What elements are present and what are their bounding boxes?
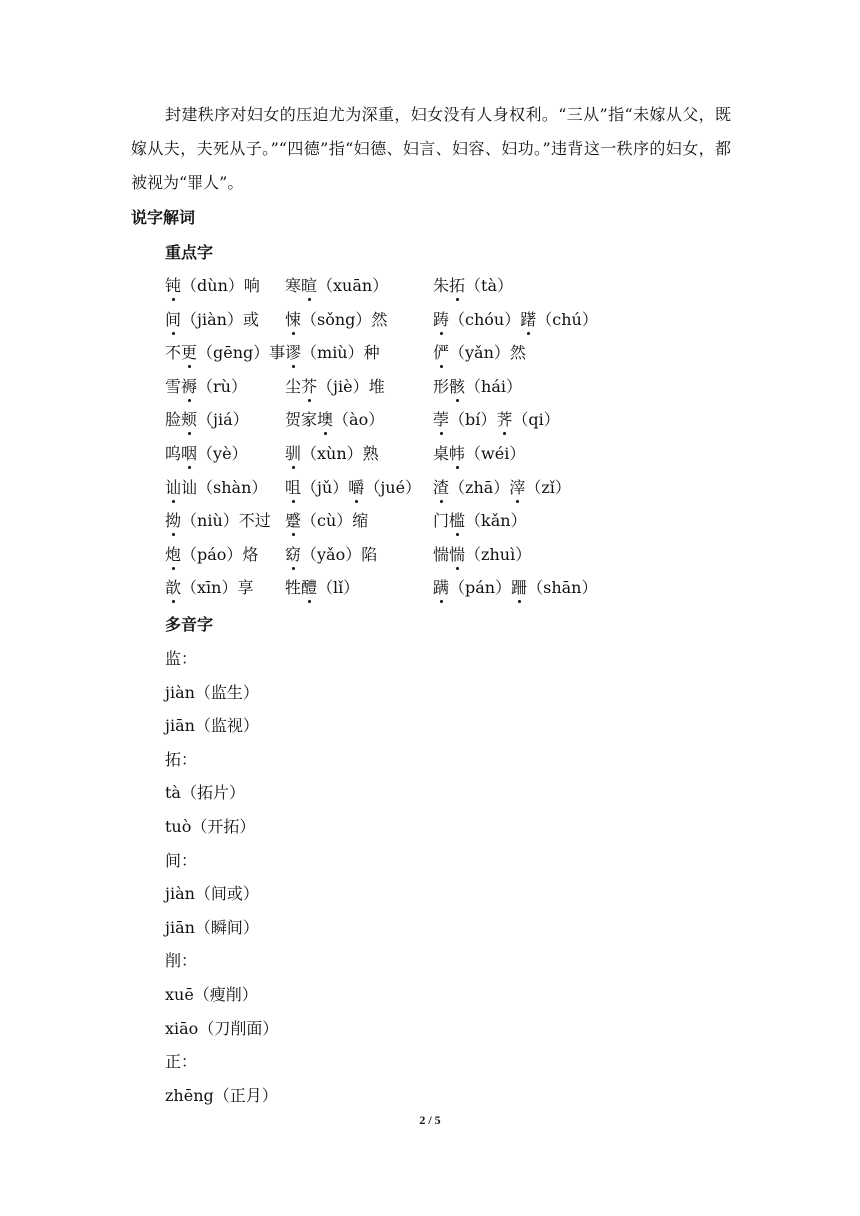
entry-pinyin: （kǎn） [465, 511, 527, 531]
entry-char: 讪 [181, 477, 198, 497]
emphasized-char: 跚 [511, 575, 527, 598]
emphasized-char: 芥 [301, 374, 317, 397]
entry-pinyin: （yǎn）然 [449, 343, 526, 363]
polyphonic-line: tà（拓片） [165, 783, 245, 803]
emphasized-char: 间 [165, 307, 181, 330]
entry-pinyin: （gēng）事 [197, 343, 286, 363]
entry-pinyin: （qi） [512, 410, 560, 430]
emphasized-char: 颊 [181, 407, 197, 430]
entry-pinyin: （pán） [449, 578, 512, 598]
emphasized-char: 墺 [317, 407, 333, 430]
emphasized-char: 踌 [433, 307, 449, 330]
key-char-entry [285, 508, 368, 531]
key-char-entry [285, 441, 379, 464]
emphasized-char: 咀 [285, 475, 301, 498]
emphasized-char: 拗 [165, 508, 181, 531]
entry-prefix: 尘 [285, 376, 302, 396]
entry-prefix: 不 [165, 343, 182, 363]
polyphonic-line: jiàn（间或） [165, 884, 259, 904]
key-char-entry [165, 475, 267, 498]
entry-pinyin: （lǐ） [317, 578, 360, 598]
key-chars-row [165, 273, 785, 303]
entry-pinyin: （zǐ） [525, 477, 571, 497]
entry-prefix: 门 [433, 511, 450, 531]
key-chars-row [165, 407, 785, 437]
key-char-entry [285, 273, 388, 296]
key-chars-row [165, 374, 785, 404]
entry-pinyin: （hái） [465, 376, 522, 396]
entry-prefix: 雪 [165, 376, 182, 396]
entry-pinyin: （chú） [536, 309, 598, 329]
key-char-entry [433, 407, 560, 430]
entry-pinyin: （jiè）堆 [317, 376, 385, 396]
emphasized-char: 惴 [449, 542, 465, 565]
entry-pinyin: （miù）种 [301, 343, 380, 363]
key-chars-row [165, 307, 785, 337]
polyphonic-line: 拓： [165, 749, 198, 769]
entry-pinyin: （xuān） [317, 276, 389, 295]
emphasized-char: 骸 [449, 374, 465, 397]
key-char-entry [285, 374, 385, 397]
emphasized-char: 褥 [181, 374, 197, 397]
polyphonic-line: 间： [165, 850, 198, 870]
key-char-entry [165, 508, 271, 531]
entry-pinyin: （jiá） [197, 410, 249, 430]
key-char-entry [433, 374, 522, 397]
entry-pinyin: （zhuì） [465, 544, 532, 564]
entry-prefix: 呜 [165, 444, 182, 463]
entry-pinyin: （niù）不过 [181, 511, 271, 531]
entry-pinyin: （xīn）享 [181, 578, 254, 598]
key-char-entry [285, 307, 387, 330]
entry-pinyin: （xùn）熟 [301, 444, 379, 463]
polyphonic-line: jiān（瞬间） [165, 917, 259, 937]
key-char-entry [165, 374, 247, 397]
key-chars-row [165, 340, 785, 370]
entry-prefix: 朱 [433, 276, 450, 295]
emphasized-char: 帏 [449, 441, 465, 464]
key-chars-row [165, 475, 785, 505]
emphasized-char: 更 [181, 340, 197, 363]
emphasized-char: 咽 [181, 441, 197, 464]
entry-pinyin: （rù） [197, 376, 247, 396]
polyphonic-line: jiān（监视） [165, 716, 259, 736]
emphasized-char: 嚼 [348, 475, 364, 498]
entry-pinyin: （páo）烙 [181, 544, 259, 564]
key-chars-title: 重点字 [165, 243, 214, 262]
key-chars-row [165, 575, 785, 605]
emphasized-char: 蹙 [285, 508, 301, 531]
emphasized-char: 歆 [165, 575, 181, 598]
emphasized-char: 悚 [285, 307, 301, 330]
entry-prefix: 贺家 [285, 410, 318, 430]
key-char-entry [285, 407, 384, 430]
key-char-entry [165, 575, 253, 598]
key-char-entry [285, 575, 359, 598]
entry-prefix: 脸 [165, 410, 182, 430]
emphasized-char: 窈 [285, 542, 301, 565]
entry-pinyin: （jué） [364, 477, 422, 497]
key-char-entry [165, 307, 259, 330]
entry-pinyin: （shàn） [197, 477, 268, 497]
key-char-entry [433, 542, 531, 565]
polyphonic-line: jiàn（监生） [165, 682, 259, 702]
key-char-entry [433, 508, 527, 531]
polyphonic-line: 正： [165, 1052, 198, 1072]
emphasized-char: 躇 [520, 307, 536, 330]
emphasized-char: 拓 [449, 273, 465, 296]
key-chars-row [165, 441, 785, 471]
page-number: 2 / 5 [419, 1113, 441, 1127]
emphasized-char: 醴 [301, 575, 317, 598]
entry-pinyin: （dùn）响 [181, 276, 260, 295]
entry-prefix: 牲 [285, 578, 302, 598]
key-char-entry [165, 407, 249, 430]
emphasized-char: 炮 [165, 542, 181, 565]
polyphonic-line: 削： [165, 951, 198, 971]
emphasized-char: 讪 [165, 475, 181, 498]
key-char-entry [433, 273, 513, 296]
entry-pinyin: （yè） [197, 444, 248, 463]
entry-prefix: 桌 [433, 444, 450, 463]
emphasized-char: 蹒 [433, 575, 449, 598]
key-char-entry [165, 542, 258, 565]
entry-pinyin: （sǒng）然 [301, 309, 388, 329]
emphasized-char: 谬 [285, 340, 301, 363]
emphasized-char: 渣 [433, 475, 449, 498]
key-char-entry [165, 441, 248, 464]
polyphonic-line: xiāo（刀削面） [165, 1018, 279, 1038]
key-char-entry [285, 340, 380, 363]
key-char-entry [433, 340, 526, 363]
polyphonic-line: zhēng（正月） [165, 1085, 278, 1105]
key-char-entry [433, 441, 525, 464]
emphasized-char: 钝 [165, 273, 181, 296]
emphasized-char: 荠 [496, 407, 512, 430]
key-char-entry [433, 575, 598, 598]
entry-prefix: 形 [433, 376, 450, 396]
key-char-entry [433, 475, 571, 498]
entry-pinyin: （jiàn）或 [181, 309, 259, 329]
polyphonic-line: xuē（瘦削） [165, 985, 258, 1004]
entry-pinyin: （ào） [333, 410, 385, 430]
emphasized-char: 滓 [509, 475, 525, 498]
key-chars-row [165, 508, 785, 538]
entry-pinyin: （cù）缩 [301, 511, 369, 531]
entry-pinyin: （chóu） [449, 309, 521, 329]
entry-pinyin: （zhā） [449, 477, 510, 497]
polyphonic-line: 监： [165, 649, 198, 668]
entry-pinyin: （jǔ） [301, 477, 349, 497]
key-char-entry [165, 340, 285, 363]
entry-prefix: 惴 [433, 544, 450, 564]
key-char-entry [433, 307, 598, 330]
emphasized-char: 暄 [301, 273, 317, 296]
polyphonic-line: tuò（开拓） [165, 817, 256, 836]
entry-pinyin: （tà） [465, 276, 514, 295]
entry-pinyin: （yǎo）陷 [301, 544, 378, 564]
intro-paragraph: 封建秩序对妇女的压迫尤为深重，妇女没有人身权利。“三从”指“未嫁从父，既嫁从夫，夫死从子。”“四德”指“妇德、妇言、妇容、妇功。”违背这一秩序的妇女，都被视为“罪人”。 [131, 105, 731, 192]
entry-pinyin: （wéi） [465, 444, 526, 463]
entry-prefix: 寒 [285, 276, 302, 295]
emphasized-char: 驯 [285, 441, 301, 464]
section-title: 说字解词 [131, 208, 196, 227]
emphasized-char: 槛 [449, 508, 465, 531]
entry-pinyin: （bí） [449, 410, 497, 430]
polyphonic-title: 多音字 [165, 615, 214, 634]
key-chars-row [165, 542, 785, 572]
emphasized-char: 俨 [433, 340, 449, 363]
entry-pinyin: （shān） [527, 578, 598, 598]
key-char-entry [165, 273, 260, 296]
key-char-entry [285, 542, 377, 565]
emphasized-char: 荸 [433, 407, 449, 430]
key-char-entry [285, 475, 421, 498]
